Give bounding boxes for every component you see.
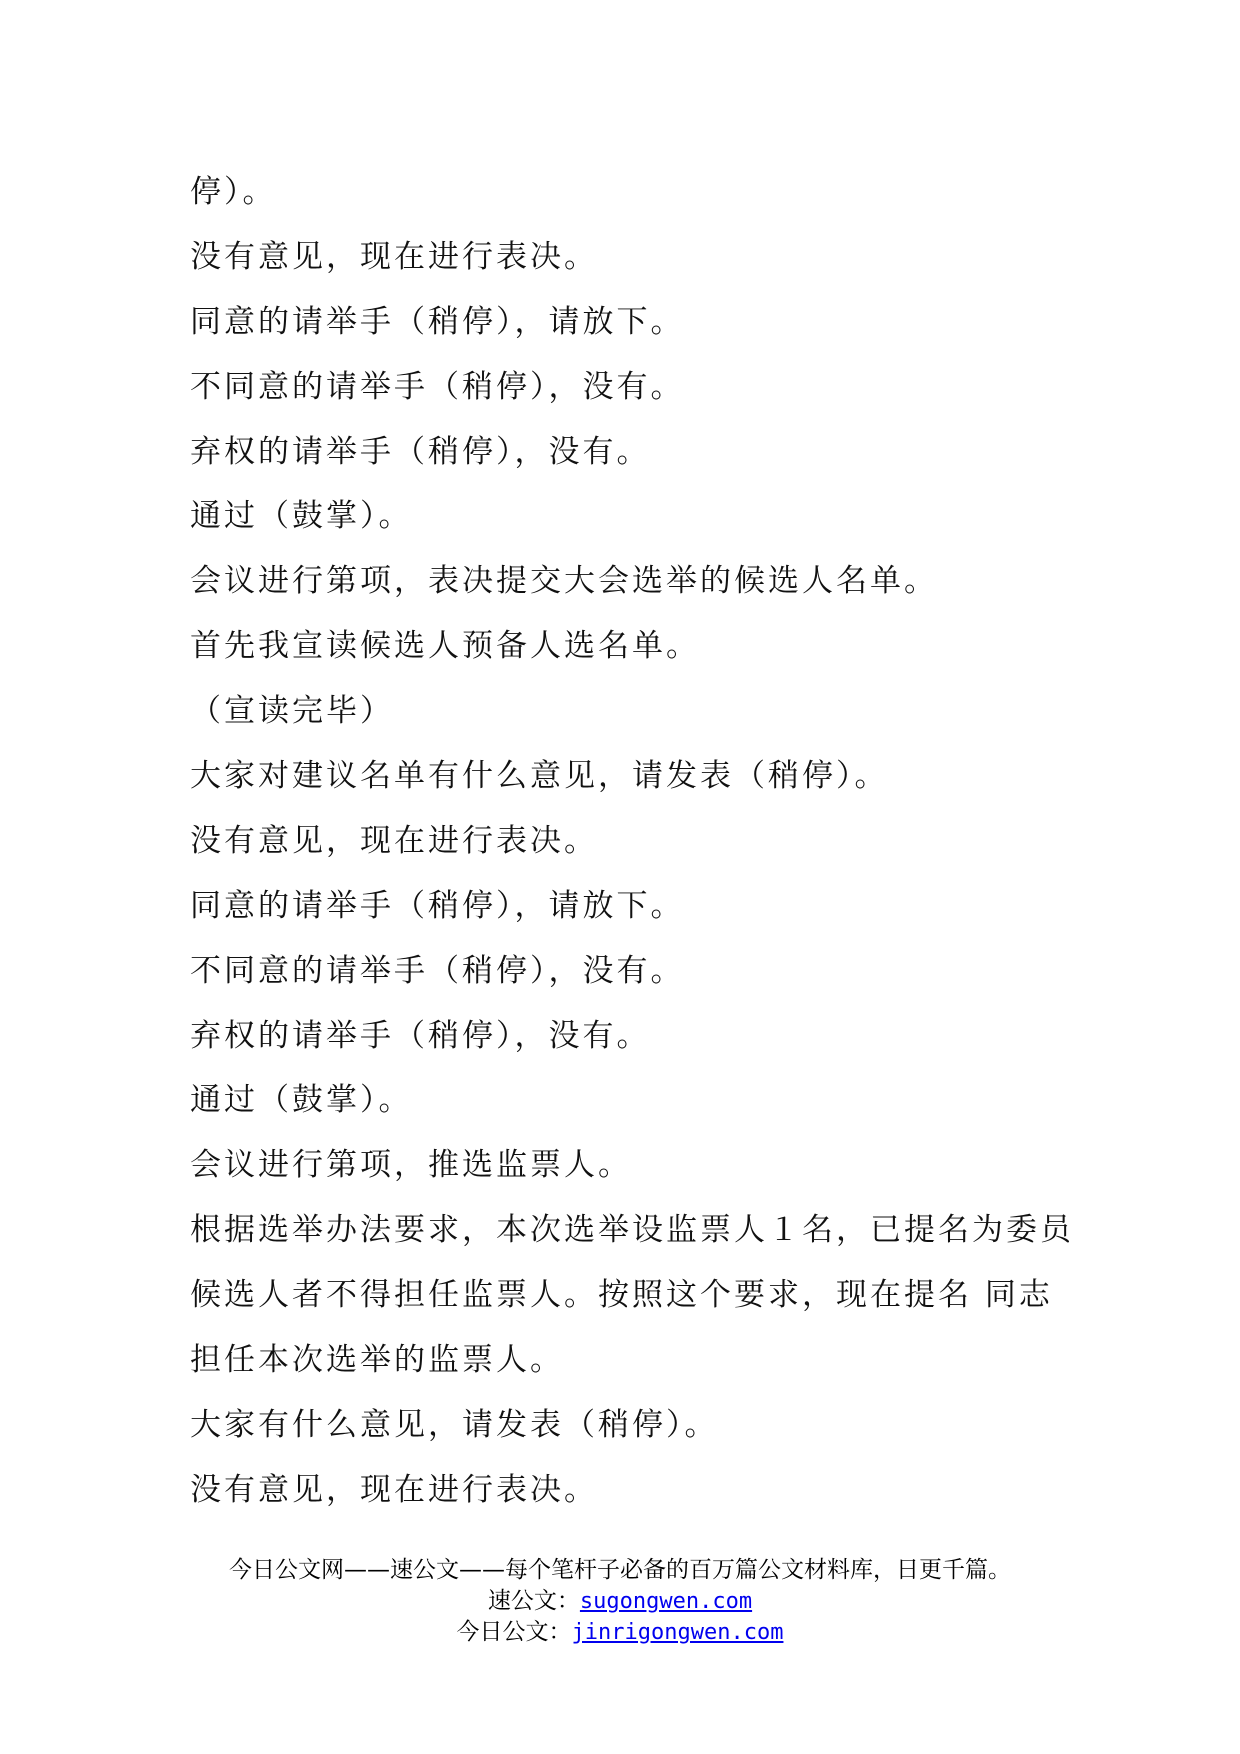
paragraph: 担任本次选举的监票人。: [190, 1342, 564, 1379]
footer-jinri-label: 今日公文：: [456, 1619, 572, 1645]
paragraph: 停）。: [190, 174, 277, 210]
sugongwen-link[interactable]: sugongwen.com: [579, 1589, 753, 1614]
paragraph: （宣读完毕）: [190, 693, 394, 730]
footer-sugongwen-line: [0, 1586, 1240, 1617]
paragraph: 没有意见，现在进行表决。: [190, 238, 598, 275]
paragraph: 首先我宣读候选人预备人选名单。: [190, 628, 700, 665]
paragraph: 弃权的请举手（稍停），没有。: [190, 433, 651, 470]
paragraph: 不同意的请举手（稍停），没有。: [190, 368, 685, 405]
paragraph: 大家有什么意见，请发表（稍停）。: [190, 1406, 719, 1443]
paragraph: 根据选举办法要求，本次选举设监票人１名，已提名为委员: [190, 1212, 1074, 1249]
paragraph: 候选人者不得担任监票人。按照这个要求，现在提名 同志: [190, 1277, 1053, 1314]
paragraph: 没有意见，现在进行表决。: [190, 822, 598, 859]
paragraph: 大家对建议名单有什么意见，请发表（稍停）。: [190, 758, 889, 795]
paragraph: 同意的请举手（稍停），请放下。: [190, 303, 685, 340]
paragraph: 通过（鼓掌）。: [190, 498, 413, 535]
footer-jinri-line: [0, 1617, 1240, 1648]
footer-sugongwen-label: 速公文：: [487, 1588, 580, 1614]
jinrigongwen-link[interactable]: jinrigongwen.com: [571, 1620, 784, 1645]
paragraph: 不同意的请举手（稍停），没有。: [190, 952, 685, 989]
paragraph: 同意的请举手（稍停），请放下。: [190, 887, 685, 924]
page-footer: [0, 1555, 1240, 1648]
footer-tagline: 今日公文网——速公文——每个笔杆子必备的百万篇公文材料库，日更千篇。: [229, 1557, 1011, 1583]
paragraph: 通过（鼓掌）。: [190, 1082, 413, 1119]
document-body: [190, 160, 1074, 1523]
paragraph: 没有意见，现在进行表决。: [190, 1471, 598, 1508]
paragraph: 会议进行第项，表决提交大会选举的候选人名单。: [190, 563, 938, 600]
paragraph: 弃权的请举手（稍停），没有。: [190, 1017, 651, 1054]
paragraph: 会议进行第项，推选监票人。: [190, 1147, 632, 1184]
